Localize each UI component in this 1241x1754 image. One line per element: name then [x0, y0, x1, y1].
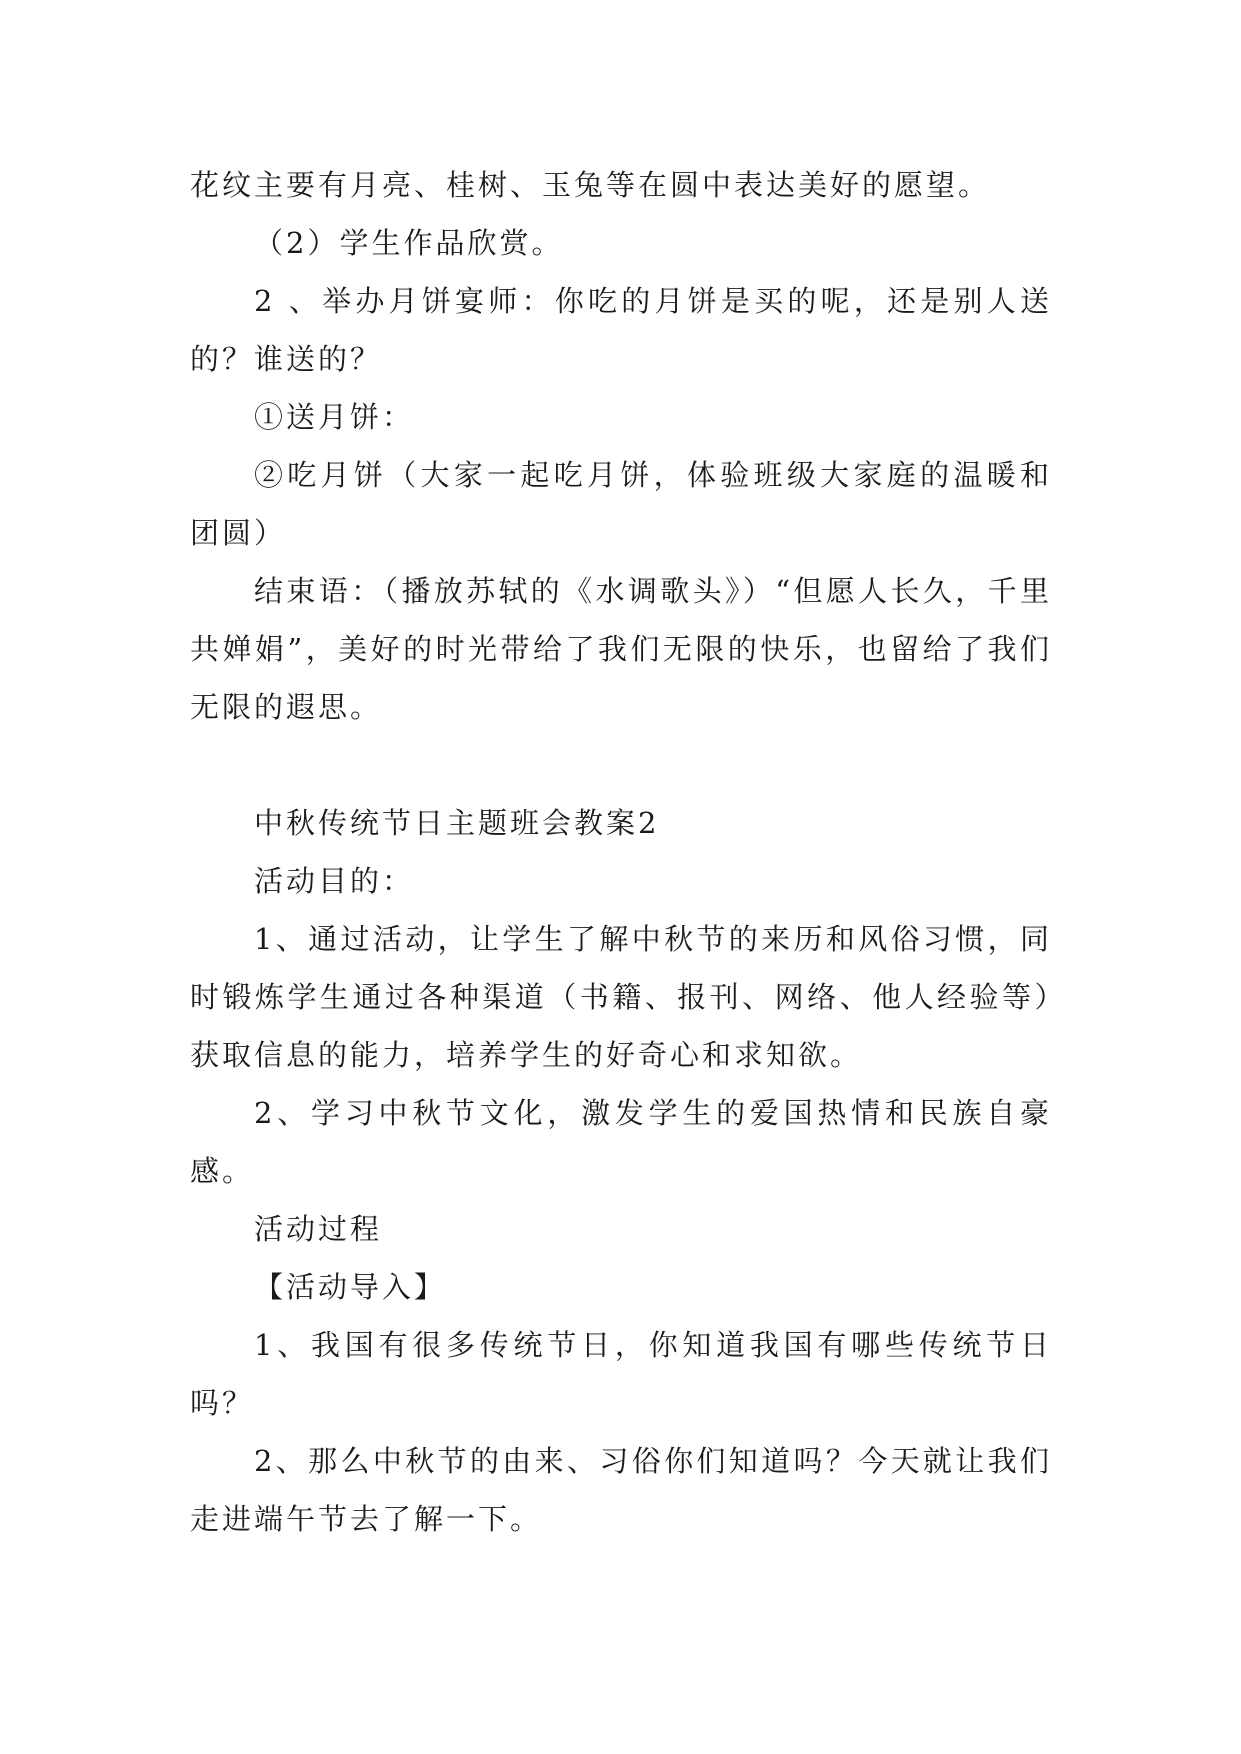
paragraph-student-work: （2）学生作品欣赏。 [254, 226, 564, 260]
intro-item-2: 2、那么中秋节的由来、习俗你们知道吗？今天就让我们走进端午节去了解一下。 [190, 1444, 1052, 1536]
section-title: 中秋传统节日主题班会教案2 [254, 806, 660, 840]
goal-item-2: 2、学习中秋节文化，激发学生的爱国热情和民族自豪感。 [190, 1096, 1052, 1188]
goal-item-1: 1、通过活动，让学生了解中秋节的来历和风俗习惯，同时锻炼学生通过各种渠道（书籍、报刊、网络、他人经验等）获取信息的能力，培养学生的好奇心和求知欲。 [190, 922, 1052, 1072]
intro-heading: 【活动导入】 [254, 1270, 447, 1304]
process-heading: 活动过程 [254, 1212, 383, 1246]
document-body [190, 156, 1052, 1548]
paragraph-pattern-description: 花纹主要有月亮、桂树、玉兔等在圆中表达美好的愿望。 [190, 168, 991, 202]
paragraph-closing-remarks: 结束语：（播放苏轼的《水调歌头》）“但愿人长久，千里共婵娟”，美好的时光带给了我们无限的快乐，也留给了我们无限的遐思。 [190, 574, 1052, 724]
section-spacer [190, 736, 1052, 794]
paragraph-give-mooncake: ①送月饼： [254, 400, 415, 434]
paragraph-eat-mooncake: ②吃月饼（大家一起吃月饼，体验班级大家庭的温暖和团圆） [190, 458, 1052, 550]
goal-heading: 活动目的： [254, 864, 415, 898]
paragraph-mooncake-banquet: 2 、举办月饼宴师：你吃的月饼是买的呢，还是别人送的？谁送的？ [190, 284, 1052, 376]
intro-item-1: 1、我国有很多传统节日，你知道我国有哪些传统节日吗？ [190, 1328, 1052, 1420]
